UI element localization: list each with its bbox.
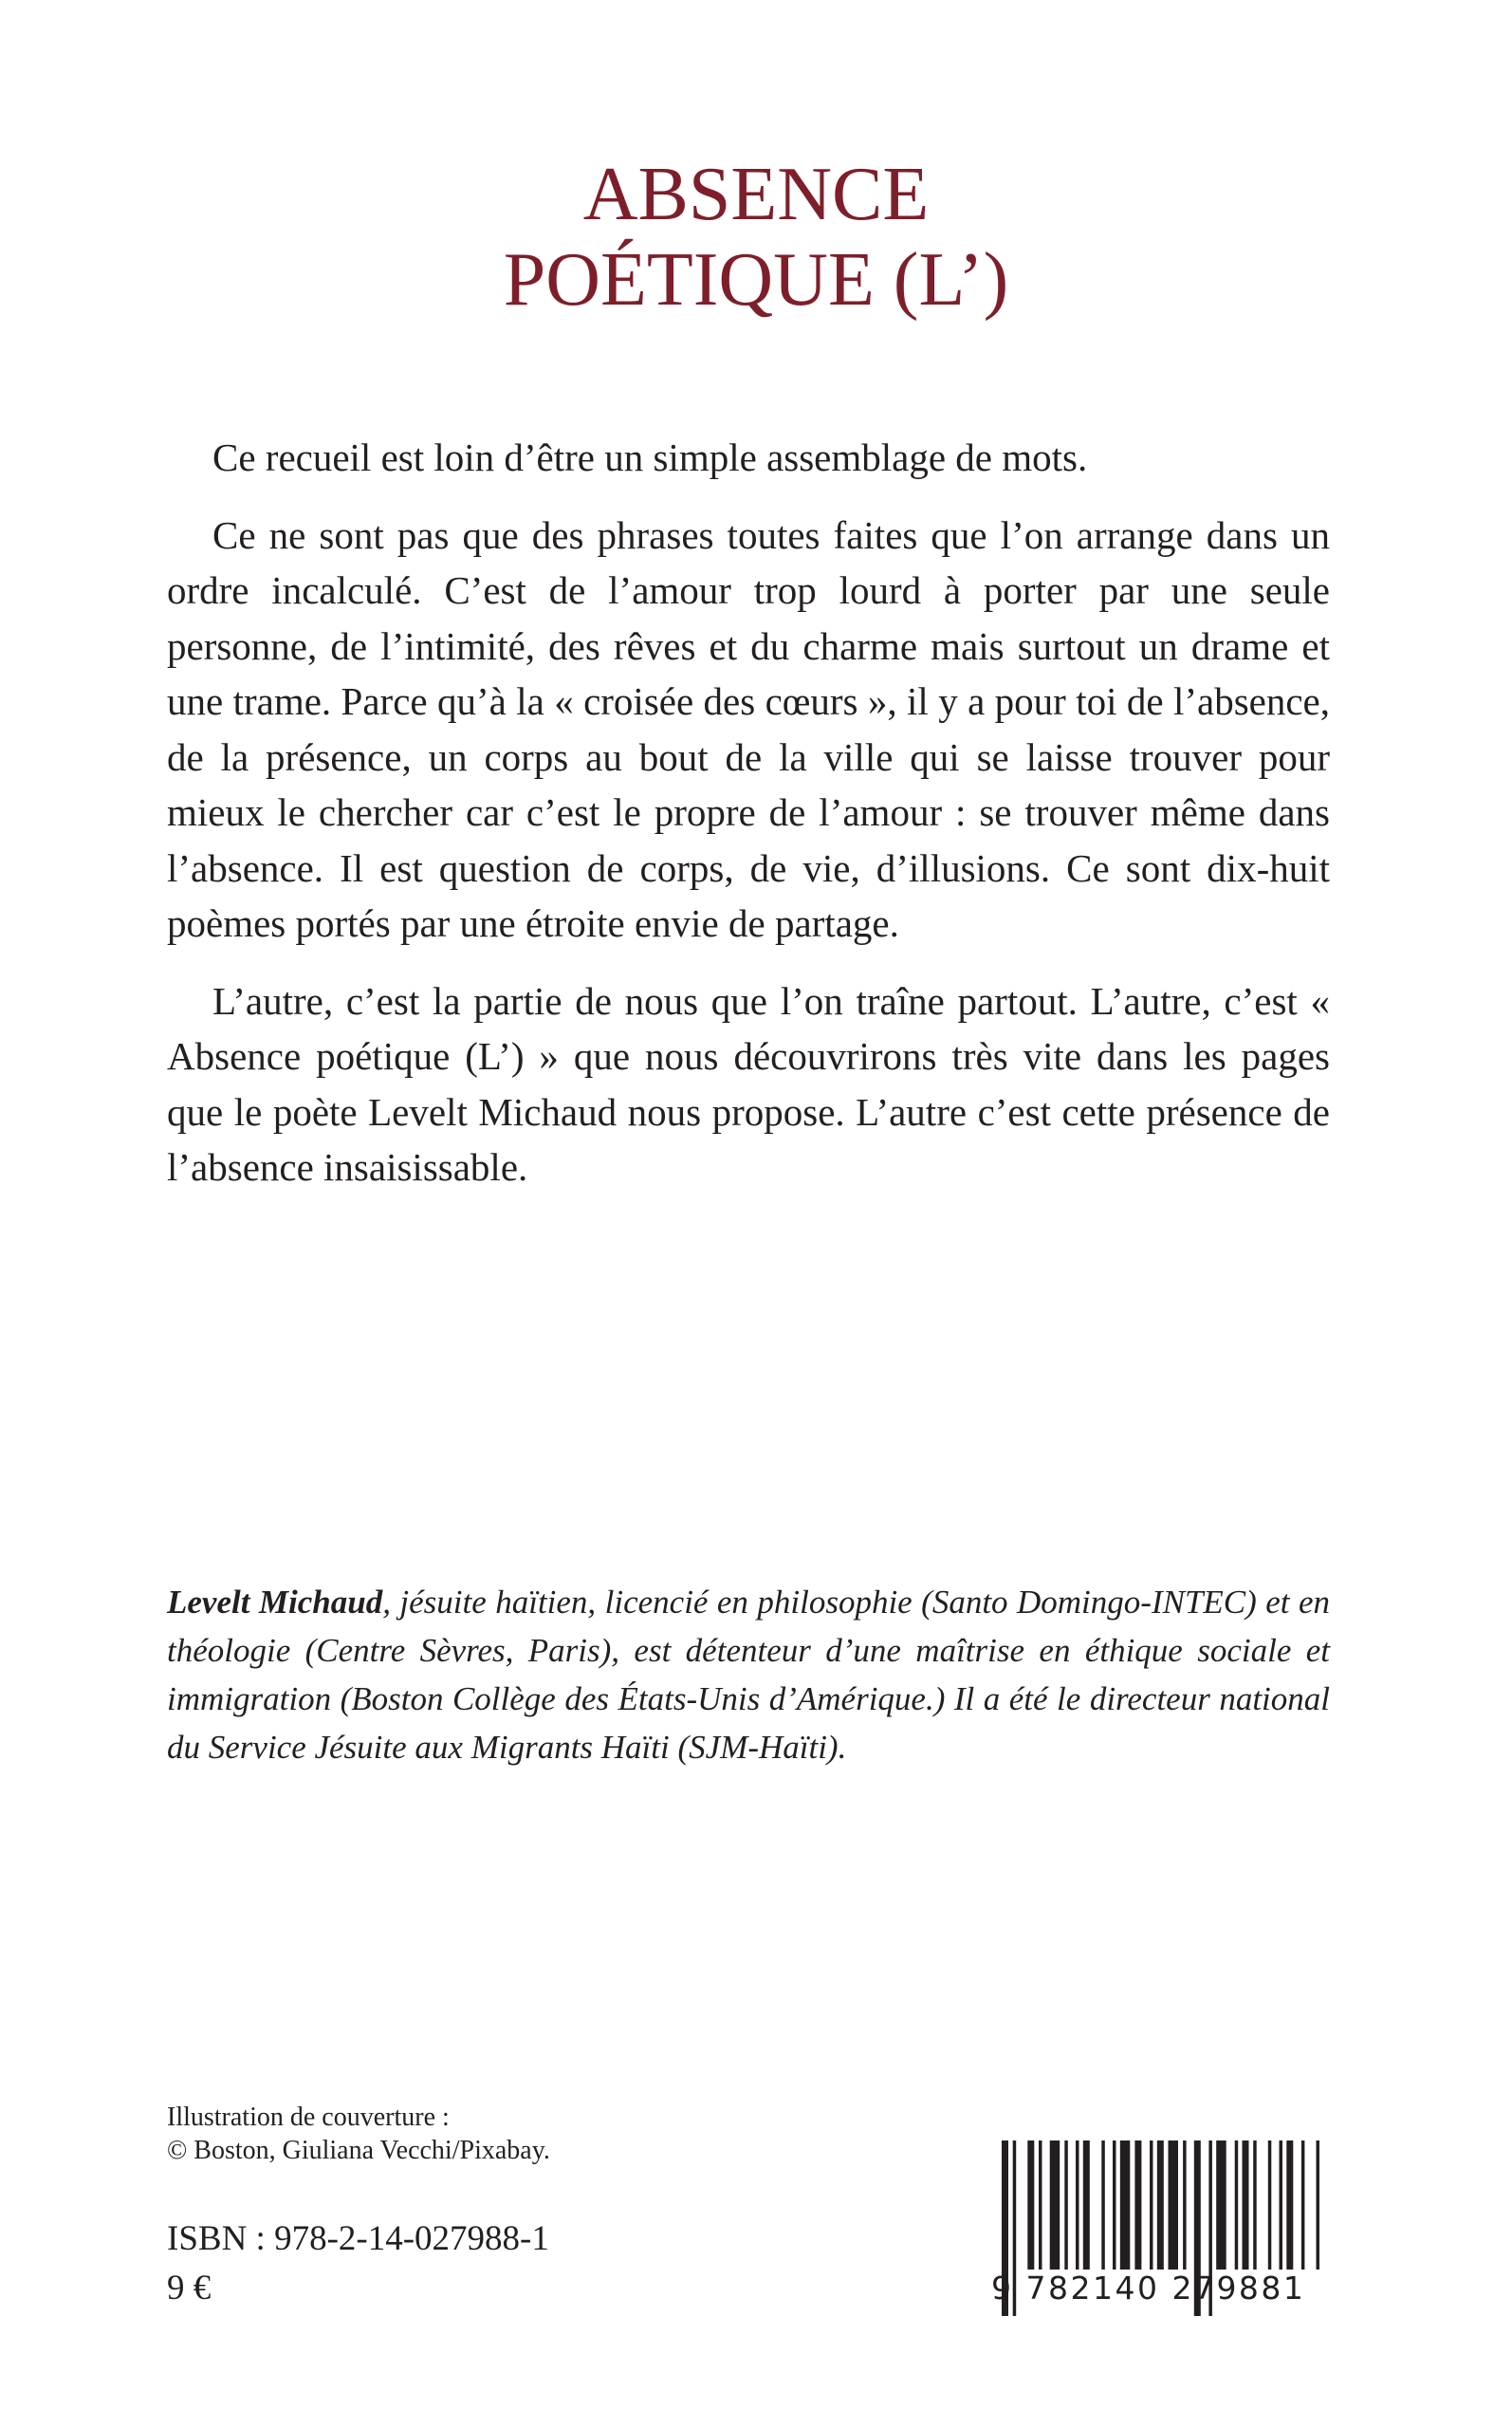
title-line-1: ABSENCE — [582, 153, 930, 236]
barcode-bar — [1083, 2140, 1090, 2270]
book-title — [0, 152, 1512, 323]
back-cover-blurb — [167, 430, 1330, 1217]
barcode-bar — [1050, 2140, 1060, 2270]
barcode-bar — [1253, 2140, 1257, 2270]
barcode-bar — [1169, 2140, 1179, 2270]
price: 9 € — [167, 2269, 212, 2307]
blurb-paragraph-1: Ce recueil est loin d’être un simple assemblage de mots. — [212, 435, 1088, 479]
barcode-bar — [1243, 2140, 1249, 2270]
barcode-bar — [1268, 2140, 1272, 2270]
barcode-bar — [1216, 2140, 1226, 2270]
barcode-bar — [1235, 2140, 1239, 2270]
isbn: ISBN : 978-2-14-027988-1 — [167, 2219, 549, 2258]
barcode-bar — [1301, 2140, 1305, 2270]
barcode-bar — [1134, 2140, 1141, 2270]
blurb-paragraph-3: L’autre, c’est la partie de nous que l’on traîne partout. L’autre, c’est « Absence poétique (L’) » que nous découvrirons très vite dans les pages que le poète Levelt Michaud nous propose. L’autre c’est cette présence de l’absence insaisissable. — [167, 978, 1330, 1189]
credits-value: © Boston, Giuliana Vecchi/Pixabay. — [167, 2136, 550, 2165]
barcode-bar — [1113, 2140, 1116, 2270]
barcode-bar — [1150, 2140, 1153, 2270]
author-name: Levelt Michaud — [167, 1584, 383, 1621]
barcode-bar — [1183, 2140, 1187, 2270]
credits-label: Illustration de couverture : — [167, 2103, 450, 2132]
author-bio-text: , jésuite haïtien, licencié en philosophie (Santo Domingo-INTEC) et en théologie (Centre Sèvres, Paris), est détenteur d’une maîtrise en éthique sociale et immigration (Boston Collège des États-Unis d’Amérique.) Il a été le directeur national du Service Jésuite aux Migrants Haïti (SJM-Haïti). — [167, 1584, 1330, 1766]
barcode-bar — [1157, 2140, 1164, 2270]
author-bio — [167, 1578, 1330, 1771]
barcode-digits: 9 782140 279881 — [991, 2270, 1306, 2307]
illustration-credits — [167, 2101, 550, 2167]
barcode-bar — [1286, 2140, 1293, 2270]
barcode-bar — [1076, 2140, 1079, 2270]
barcode-bar — [1280, 2140, 1283, 2270]
barcode-bar — [1027, 2140, 1034, 2270]
barcode-bar — [1120, 2140, 1131, 2270]
barcode-bar — [1039, 2140, 1042, 2270]
title-line-2: POÉTIQUE (L’) — [503, 238, 1009, 322]
blurb-paragraph-2: Ce ne sont pas que des phrases toutes faites que l’on arrange dans un ordre incalculé. C’est de l’amour trop lourd à porter par une seule personne, de l’intimité, des rêves et du charme mais surtout un drame et une trame. Parce qu’à la « croisée des cœurs », il y a pour toi de l’absence, de la présence, un corps au bout de la ville qui se laisse trouver pour mieux le chercher car c’est le propre de l’amour : se trouver même dans l’absence. Il est question de corps, de vie, d’illusions. Ce sont dix-huit poèmes portés par une étroite envie de partage. — [167, 512, 1330, 945]
barcode-bar — [1317, 2140, 1320, 2270]
barcode-bar — [1101, 2140, 1105, 2270]
barcode-bar — [1064, 2140, 1068, 2270]
